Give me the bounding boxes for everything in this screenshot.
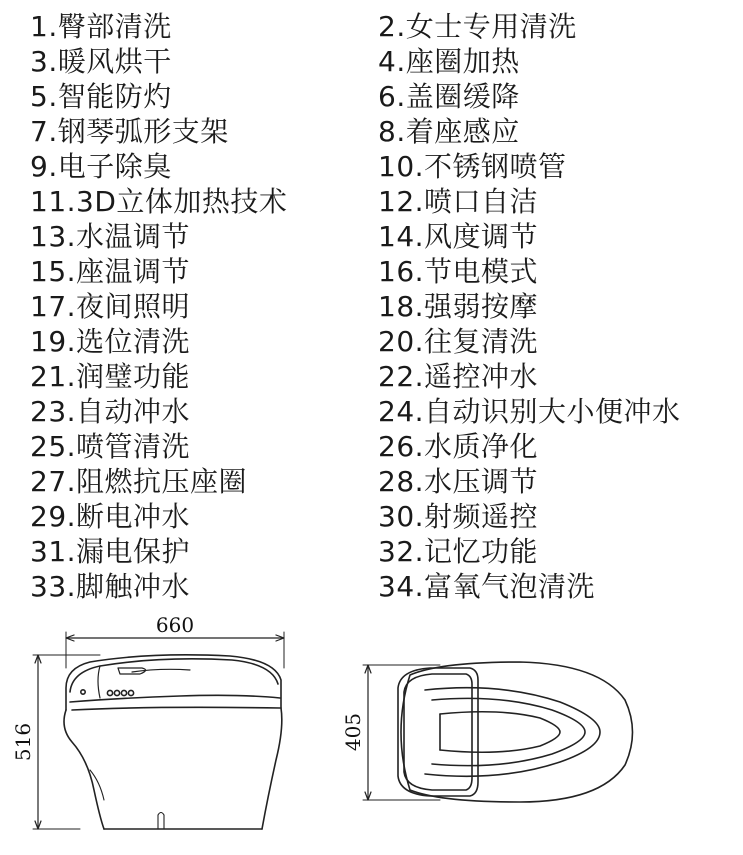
feature-item: 31.漏电保护 [30,535,191,568]
feature-item: 3.暖风烘干 [30,45,172,78]
feature-item: 1.臀部清洗 [30,10,172,43]
feature-item: 4.座圈加热 [378,45,520,78]
length-dimension-label: 660 [155,613,195,637]
feature-item: 5.智能防灼 [30,80,172,113]
feature-item: 27.阻燃抗压座圈 [30,465,248,498]
feature-item: 11.3D立体加热技术 [30,185,288,218]
feature-item: 25.喷管清洗 [30,430,191,463]
feature-item: 8.着座感应 [378,115,520,148]
width-dimension-label: 405 [341,712,365,752]
feature-item: 34.富氧气泡清洗 [378,570,596,603]
feature-item: 10.不锈钢喷管 [378,150,567,183]
feature-item: 15.座温调节 [30,255,191,288]
side-view-drawing [33,632,284,829]
feature-item: 17.夜间照明 [30,290,191,323]
feature-item: 12.喷口自洁 [378,185,539,218]
top-view-drawing [363,662,633,802]
dimension-drawing [0,610,743,855]
feature-item: 26.水质净化 [378,430,539,463]
feature-item: 32.记忆功能 [378,535,539,568]
feature-item: 16.节电模式 [378,255,539,288]
feature-item: 6.盖圈缓降 [378,80,520,113]
feature-item: 21.润璧功能 [30,360,191,393]
feature-item: 33.脚触冲水 [30,570,191,603]
feature-item: 9.电子除臭 [30,150,172,183]
feature-item: 20.往复清洗 [378,325,539,358]
feature-item: 19.选位清洗 [30,325,191,358]
feature-item: 13.水温调节 [30,220,191,253]
feature-item: 24.自动识别大小便冲水 [378,395,681,428]
feature-item: 14.风度调节 [378,220,539,253]
feature-item: 18.强弱按摩 [378,290,539,323]
feature-item: 30.射频遥控 [378,500,539,533]
feature-item: 7.钢琴弧形支架 [30,115,229,148]
feature-item: 2.女士专用清洗 [378,10,577,43]
feature-item: 22.遥控冲水 [378,360,539,393]
feature-item: 28.水压调节 [378,465,539,498]
feature-item: 29.断电冲水 [30,500,191,533]
feature-item: 23.自动冲水 [30,395,191,428]
height-dimension-label: 516 [11,722,35,762]
